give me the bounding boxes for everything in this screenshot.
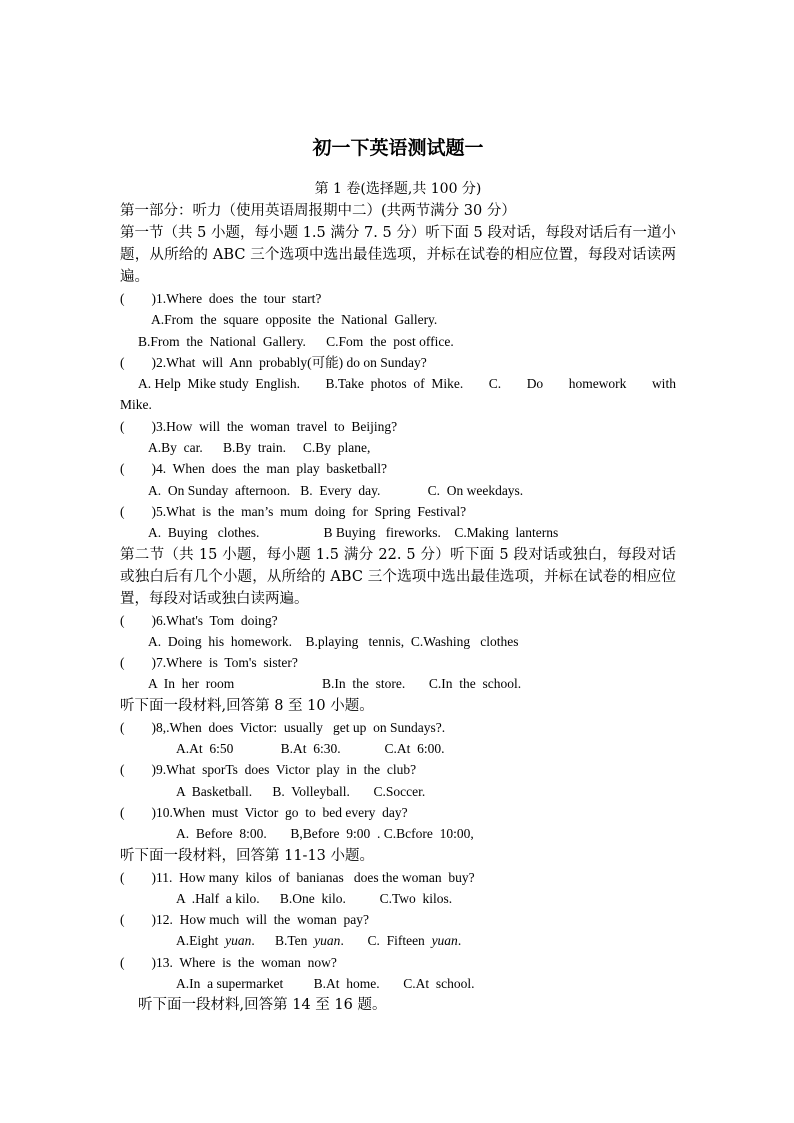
q2-option-b: B.Take photos of Mike.: [325, 376, 464, 392]
question-4: ( )4. When does the man play basketball?: [120, 461, 388, 477]
question-9-options: A Basketball. B. Volleyball. C.Soccer.: [176, 783, 426, 799]
question-6: ( )6.What's Tom doing?: [120, 612, 278, 628]
paper-subtitle: 第 1 卷(选择题,共 100 分): [314, 181, 482, 197]
question-1-option-a: A.From the square opposite the National Gallery.: [151, 312, 438, 328]
question-2-option-tail: Mike.: [120, 397, 152, 413]
question-1-options-bc: B.From the National Gallery. C.Fom the post office.: [138, 333, 454, 349]
question-4-options: A. On Sunday afternoon. B. Every day. C. On weekdays.: [148, 482, 524, 498]
exam-title: 初一下英语测试题一: [312, 137, 484, 159]
listening-note-8-10: 听下面一段材料,回答第 8 至 10 小题。: [120, 697, 374, 714]
question-10: ( )10.When must Victor go to bed every day?: [120, 804, 408, 820]
question-5: ( )5.What is the man’s mum doing for Spring Festival?: [120, 503, 467, 519]
question-1: ( )1.Where does the tour start?: [120, 291, 322, 306]
q2-option-c-word2: homework: [568, 376, 627, 392]
question-3: ( )3.How will the woman travel to Beijing?: [120, 418, 398, 434]
question-8-options: A.At 6:50 B.At 6:30. C.At 6:00.: [176, 741, 445, 757]
question-9: ( )9.What sporTs does Victor play in the club?: [120, 762, 417, 778]
q12-option-b: B.Ten: [254, 933, 315, 949]
question-12: ( )12. How much will the woman pay?: [120, 912, 369, 928]
section1-instructions: 第一节（共 5 小题，每小题 1.5 满分 7. 5 分）听下面 5 段对话，每段对话后有一道小题，从所给的 ABC 三个选项中选出最佳选项，并标在试卷的相应位置，每段对话读两遍。: [120, 225, 676, 285]
listening-note-14-16: 听下面一段材料,回答第 14 至 16 题。: [138, 997, 387, 1014]
question-5-options: A. Buying clothes. B Buying fireworks. C.Making lanterns: [148, 525, 559, 541]
exam-page: [120, 128, 676, 1016]
q12-option-a-unit: yuan: [225, 933, 252, 949]
question-11: ( )11. How many kilos of banianas does the woman buy?: [120, 869, 475, 885]
q2-option-c-word3: with: [651, 376, 676, 392]
section2-instructions: 第二节（共 15 小题，每小题 1.5 满分 22. 5 分）听下面 5 段对话或独白，每段对话或独白后有几个小题，从所给的 ABC 三个选项中选出最佳选项，并标在试卷的相应位置，每段对话或独白读两遍。: [120, 546, 676, 607]
question-2: ( )2.What will Ann probably(可能) do on Sunday?: [120, 354, 427, 370]
question-6-options: A. Doing his homework. B.playing tennis, C.Washing clothes: [148, 633, 519, 649]
listening-note-11-13: 听下面一段材料，回答第 11-13 小题。: [120, 847, 375, 864]
question-3-options: A.By car. B.By train. C.By plane,: [148, 440, 371, 456]
question-13: ( )13. Where is the woman now?: [120, 954, 337, 970]
question-7-options: A In her room B.In the store. C.In the school.: [148, 676, 522, 692]
q2-option-c-label: C.: [488, 376, 502, 392]
question-2-options: [120, 373, 676, 394]
q12-option-b-unit: yuan: [314, 933, 341, 949]
question-12-options: A.Eight yuan. B.Ten yuan. C. Fifteen yuan.: [176, 933, 462, 949]
question-11-options: A .Half a kilo. B.One kilo. C.Two kilos.: [176, 890, 453, 906]
q12-option-c: C. Fifteen: [343, 933, 432, 949]
part1-heading: 第一部分：听力（使用英语周报期中二）(共两节满分 30 分）: [120, 203, 516, 219]
q12-option-a: A.Eight: [176, 933, 226, 949]
question-8: ( )8,.When does Victor: usually get up on Sundays?.: [120, 719, 446, 735]
q2-option-c-word1: Do: [526, 376, 544, 392]
q2-option-a: A. Help Mike study English.: [138, 376, 300, 392]
q12-option-c-unit: yuan: [431, 933, 458, 949]
question-7: ( )7.Where is Tom's sister?: [120, 655, 298, 671]
question-10-options: A. Before 8:00. B,Before 9:00 . C.Bcfore 10:00,: [176, 826, 474, 842]
question-13-options: A.In a supermarket B.At home. C.At school.: [176, 976, 475, 992]
